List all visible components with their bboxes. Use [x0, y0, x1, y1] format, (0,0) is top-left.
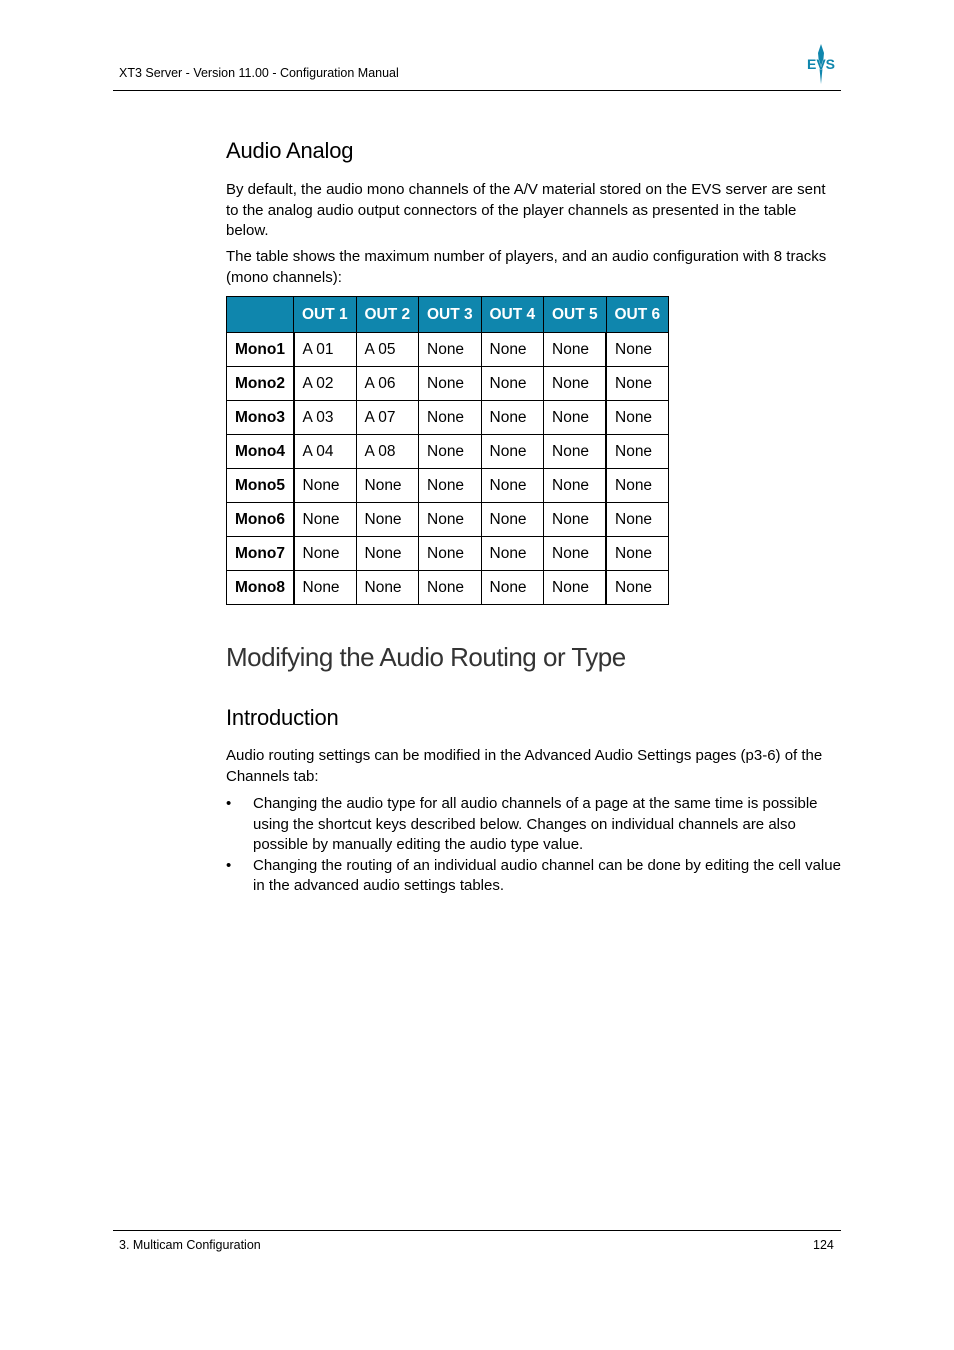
- header-title: XT3 Server - Version 11.00 - Configuration Manual: [119, 66, 399, 80]
- table-row: [227, 367, 669, 401]
- table-cell: A 03: [294, 401, 357, 435]
- modifying-heading: Modifying the Audio Routing or Type: [226, 642, 626, 672]
- introduction-bullet-list: [226, 794, 842, 897]
- table-cell: None: [356, 469, 419, 503]
- bullet-symbol: •: [226, 856, 232, 874]
- table-cell: None: [419, 469, 482, 503]
- header-divider: [113, 90, 841, 91]
- table-row: [227, 333, 669, 367]
- table-cell: None: [356, 571, 419, 605]
- column-header: OUT 4: [481, 297, 544, 333]
- table-cell: None: [481, 367, 544, 401]
- table-cell: None: [481, 537, 544, 571]
- row-header: Mono5: [227, 469, 294, 503]
- column-header: OUT 5: [544, 297, 607, 333]
- table-cell: None: [544, 571, 607, 605]
- footer-divider: [113, 1230, 841, 1231]
- table-cell: None: [481, 469, 544, 503]
- footer-page-number: 124: [813, 1238, 834, 1252]
- row-header: Mono3: [227, 401, 294, 435]
- row-header: Mono2: [227, 367, 294, 401]
- table-cell: None: [419, 401, 482, 435]
- table-cell: A 01: [294, 333, 357, 367]
- table-cell: A 06: [356, 367, 419, 401]
- table-cell: None: [419, 333, 482, 367]
- list-item-text: Changing the routing of an individual audio channel can be done by editing the cell value in the advanced audio settings tables.: [253, 856, 841, 894]
- list-item-text: Changing the audio type for all audio channels of a page at the same time is possible using the shortcut keys described below. Changes on individual channels are also possible by manually editing the audio type value.: [253, 795, 818, 853]
- table-cell: None: [294, 537, 357, 571]
- table-cell: None: [481, 503, 544, 537]
- audio-analog-para-1: By default, the audio mono channels of the A/V material stored on the EVS server are sent to the analog audio output connectors of the player channels as presented in the table below.: [226, 181, 826, 239]
- row-header: Mono8: [227, 571, 294, 605]
- table-cell: None: [606, 571, 669, 605]
- table-cell: None: [606, 333, 669, 367]
- row-header: Mono4: [227, 435, 294, 469]
- table-header-row: [227, 297, 669, 333]
- table-cell: None: [544, 401, 607, 435]
- table-cell: None: [294, 571, 357, 605]
- audio-analog-para-2: The table shows the maximum number of players, and an audio configuration with 8 tracks (mono channels):: [226, 248, 827, 286]
- table-row: [227, 503, 669, 537]
- table-cell: None: [544, 469, 607, 503]
- table-cell: None: [606, 367, 669, 401]
- table-row: [227, 537, 669, 571]
- table-row: [227, 571, 669, 605]
- column-header: OUT 2: [356, 297, 419, 333]
- table-cell: None: [356, 537, 419, 571]
- table-cell: None: [606, 503, 669, 537]
- table-cell: None: [419, 571, 482, 605]
- table-cell: None: [544, 435, 607, 469]
- table-cell: None: [419, 537, 482, 571]
- table-cell: None: [544, 503, 607, 537]
- column-header: OUT 3: [419, 297, 482, 333]
- logo-text: EVS: [806, 56, 836, 72]
- table-cell: A 04: [294, 435, 357, 469]
- table-cell: A 08: [356, 435, 419, 469]
- table-cell: None: [544, 537, 607, 571]
- footer-chapter: 3. Multicam Configuration: [119, 1238, 261, 1252]
- table-cell: A 07: [356, 401, 419, 435]
- table-cell: None: [419, 503, 482, 537]
- table-corner-cell: [227, 297, 294, 333]
- row-header: Mono1: [227, 333, 294, 367]
- table-row: [227, 435, 669, 469]
- row-header: Mono6: [227, 503, 294, 537]
- table-cell: None: [606, 537, 669, 571]
- list-item: [226, 794, 842, 856]
- table-cell: None: [481, 435, 544, 469]
- column-header: OUT 1: [294, 297, 357, 333]
- table-cell: None: [419, 435, 482, 469]
- audio-routing-table: [226, 296, 669, 605]
- table-cell: None: [356, 503, 419, 537]
- table-cell: None: [481, 333, 544, 367]
- table-cell: None: [606, 469, 669, 503]
- table-cell: None: [294, 503, 357, 537]
- bullet-symbol: •: [226, 795, 232, 812]
- introduction-heading: Introduction: [226, 705, 339, 730]
- table-cell: None: [606, 435, 669, 469]
- table-cell: A 02: [294, 367, 357, 401]
- row-header: Mono7: [227, 537, 294, 571]
- table-cell: A 05: [356, 333, 419, 367]
- table-cell: None: [481, 571, 544, 605]
- table-cell: None: [606, 401, 669, 435]
- table-cell: None: [419, 367, 482, 401]
- table-cell: None: [544, 367, 607, 401]
- table-row: [227, 469, 669, 503]
- evs-logo-icon: [805, 44, 837, 84]
- list-item: [226, 856, 842, 897]
- table-cell: None: [544, 333, 607, 367]
- table-row: [227, 401, 669, 435]
- audio-analog-heading: Audio Analog: [226, 138, 354, 163]
- column-header: OUT 6: [606, 297, 669, 333]
- table-cell: None: [294, 469, 357, 503]
- introduction-para: Audio routing settings can be modified in the Advanced Audio Settings pages (p3-6) of the Channels tab:: [226, 747, 823, 785]
- table-cell: None: [481, 401, 544, 435]
